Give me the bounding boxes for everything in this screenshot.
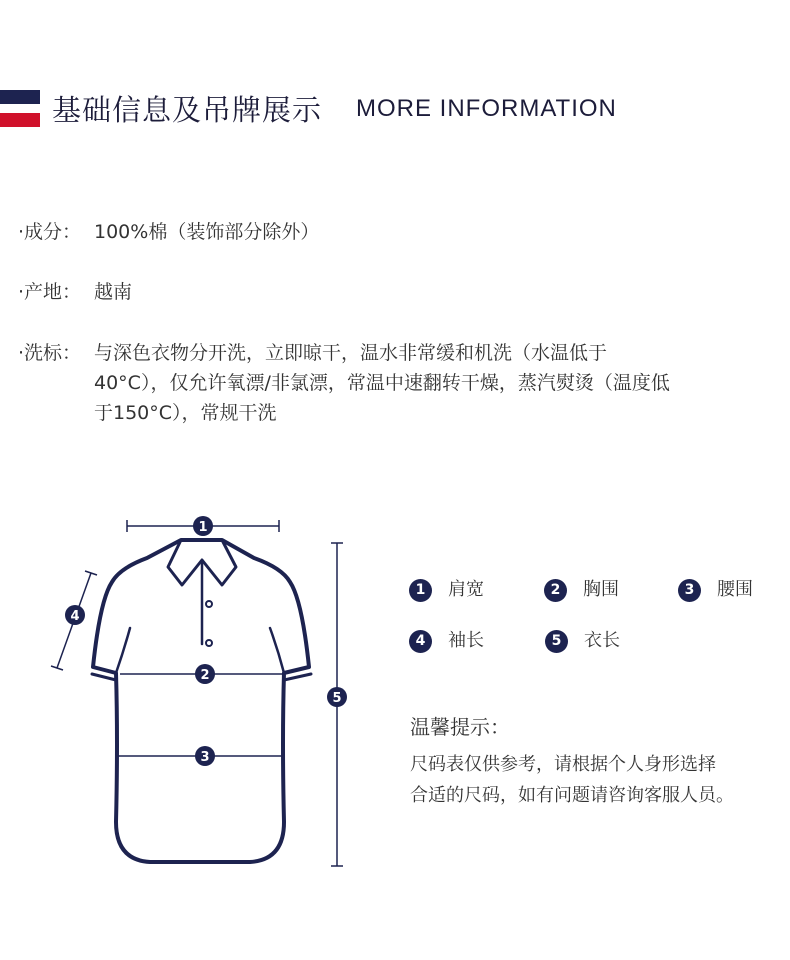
marker-5 [327,687,347,707]
legend-label: 袖长 [448,630,484,651]
svg-text:4: 4 [70,609,80,624]
legend-label: 肩宽 [448,579,484,600]
origin-label: ·产地： [18,281,82,303]
tips-line-1: 尺码表仅供参考，请根据个人身形选择 [410,754,716,775]
section-title-cn: 基础信息及吊牌展示 [52,93,323,127]
shirt-button [206,640,212,646]
legend-number: 4 [409,630,432,653]
marker-4 [65,605,85,625]
section-title-en: MORE INFORMATION [356,95,617,122]
legend-number: 3 [678,579,701,602]
shirt-measurement-diagram [40,505,370,880]
svg-text:3: 3 [200,750,210,765]
marker-2 [195,664,215,684]
composition-label: ·成分： [18,221,82,243]
shirt-button [206,601,212,607]
legend-item-shoulder [409,578,484,602]
washing-row [18,338,607,368]
tips-line-2: 合适的尺码，如有问题请咨询客服人员。 [410,785,734,806]
flag-icon [0,90,40,127]
washing-line-2: 40°C），仅允许氧漂/非氯漂，常温中速翻转干燥，蒸汽熨烫（温度低 [94,372,670,394]
origin-row [18,277,132,307]
composition-value: 100%棉（装饰部分除外） [94,221,320,243]
svg-text:5: 5 [332,691,342,706]
marker-3 [195,746,215,766]
legend-number: 5 [545,630,568,653]
svg-text:1: 1 [198,520,208,535]
washing-line-3: 于150°C），常规干洗 [94,402,277,424]
origin-value: 越南 [94,281,133,303]
legend-item-chest [544,578,619,602]
section-header [0,86,790,130]
legend-label: 衣长 [584,630,620,651]
legend-item-waist [678,578,753,602]
legend-label: 腰围 [717,579,753,600]
legend-item-sleeve [409,629,484,653]
washing-line-1: 与深色衣物分开洗，立即晾干，温水非常缓和机洗（水温低于 [94,342,608,364]
washing-label: ·洗标： [18,342,82,364]
tips-title: 温馨提示： [410,715,510,739]
legend-number: 2 [544,579,567,602]
legend-item-length [545,629,620,653]
legend-label: 胸围 [583,579,619,600]
composition-row [18,217,319,247]
legend-number: 1 [409,579,432,602]
marker-1 [193,516,213,536]
svg-text:2: 2 [200,668,210,683]
